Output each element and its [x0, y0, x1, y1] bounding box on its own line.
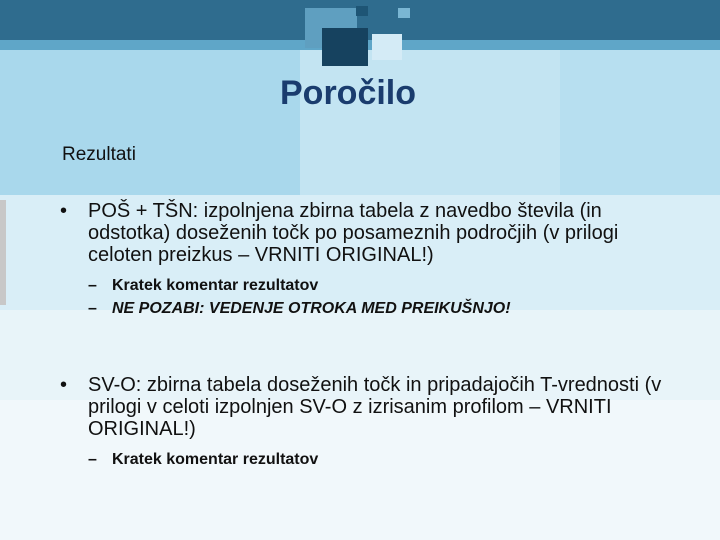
- sub-list: [88, 448, 680, 471]
- sub-text: NE POZABI: VEDENJE OTROKA MED PREIKUŠNJO!: [112, 300, 511, 317]
- bullet-list: [60, 374, 680, 471]
- bullet-item: [60, 374, 680, 471]
- slide-title: Poročilo: [280, 74, 417, 112]
- sub-item: [88, 297, 680, 320]
- bullet-item: [60, 200, 680, 320]
- sub-marker: –: [88, 277, 97, 294]
- decor-square: [356, 6, 368, 16]
- sub-list: [88, 274, 680, 320]
- sub-text: Kratek komentar rezultatov: [112, 451, 319, 468]
- sub-text: Kratek komentar rezultatov: [112, 277, 319, 294]
- bullet-text: POŠ + TŠN: izpolnjena zbirna tabela z navedbo števila (in odstotka) doseženih točk po posameznih področjih (v prilogi celoten preizkus – VRNITI ORIGINAL!): [88, 200, 619, 266]
- sub-item: [88, 274, 680, 297]
- bullet-text: SV-O: zbirna tabela doseženih točk in pripadajočih T-vrednosti (v prilogi v celoti izpolnjen SV-O z izrisanim profilom – VRNITI ORIGINAL!): [88, 374, 662, 440]
- left-edge-strip: [0, 200, 6, 305]
- sub-marker: –: [88, 451, 97, 468]
- background-panel-center: [300, 50, 560, 200]
- bullet-marker: •: [60, 200, 68, 222]
- decor-square: [398, 8, 410, 18]
- slide-subtitle: Rezultati: [62, 144, 136, 165]
- decor-square: [322, 28, 368, 66]
- sub-item: [88, 448, 680, 471]
- sub-marker: –: [88, 300, 97, 317]
- bullet-list: [60, 200, 680, 320]
- bullet-marker: •: [60, 374, 68, 396]
- decor-square: [372, 34, 402, 60]
